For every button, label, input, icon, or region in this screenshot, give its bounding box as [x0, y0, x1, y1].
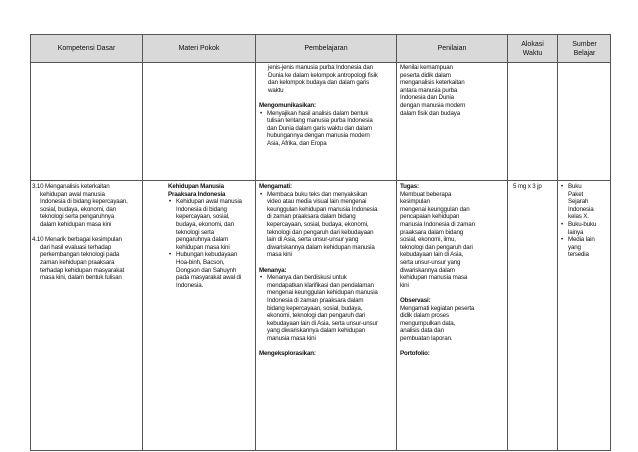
- text-line: Indonesia di bidang kepercayaan,: [40, 198, 128, 206]
- text-line: praaksara dalam bidang: [400, 228, 464, 236]
- list-item: [168, 198, 254, 251]
- row1-penilaian: [400, 64, 505, 117]
- text-line: mengumpulkan data,: [400, 319, 456, 327]
- text-line: tersedia: [568, 251, 589, 259]
- text-line: serta unsur-unsur yang: [400, 258, 461, 266]
- text-line: dalam fisik dan budaya: [400, 109, 460, 117]
- materi-list: [168, 198, 254, 289]
- text-line: lainya: [568, 228, 584, 236]
- text-line: kini: [400, 281, 409, 289]
- mengomunikasikan-list: [259, 110, 394, 148]
- header-pembelajaran: Pembelajaran: [304, 45, 348, 52]
- kd-3-10: 3.10 Menganalisis keterkaitan: [32, 183, 110, 190]
- text-line: Menilai kemampuan: [400, 64, 453, 71]
- text-line: dan kelompok budaya dan dalam garis: [268, 79, 370, 87]
- text-line: video atau media visual lain mengenai: [267, 198, 367, 206]
- text-line: kepercayaan, sosial,: [176, 213, 230, 221]
- list-item: [560, 221, 610, 236]
- row1-pembelajaran: [259, 64, 394, 148]
- text-line: pada masyarakat awal di: [176, 274, 241, 282]
- text-line: tulisan tentang manusia purba Indonesia: [267, 117, 373, 125]
- text-line: masa kini, dalam bentuk tulisan: [40, 274, 122, 282]
- row2-materi-pokok: [168, 183, 254, 289]
- mengamati-list: [259, 191, 394, 259]
- tugas-title: Tugas:: [400, 183, 419, 190]
- text-line: Paket: [568, 190, 584, 198]
- text-line: zaman kehidupan praaksara: [40, 258, 115, 266]
- text-line: • Buku-buku: [568, 220, 597, 228]
- sumber-list: [560, 183, 610, 259]
- text-line: teknologi serta pengaruhnya: [40, 213, 115, 221]
- text-line: analisis data dan: [400, 327, 444, 335]
- materi-title: Kehidupan Manusia: [168, 183, 224, 190]
- text-line: kepercayaan, sosial, budaya, ekonomi,: [267, 220, 369, 228]
- text-line: Membuat beberapa: [400, 190, 452, 198]
- text-line: hubungannya dengan manusia modern: [267, 132, 370, 140]
- text-line: Indonesia: [568, 205, 594, 213]
- text-line: • Media lain: [568, 236, 595, 244]
- row2-alokasi-waktu: [513, 183, 555, 191]
- mengomunikasikan-title: Mengomunikasikan:: [259, 101, 316, 109]
- list-item: [259, 191, 394, 259]
- mengeksplorasikan-title: Mengeksplorasikan:: [259, 350, 316, 358]
- text-line: keunggulan kehidupan manusia Indonesia: [267, 205, 378, 213]
- text-line: kehidupan awal manusia: [40, 190, 105, 198]
- text-line: kehidupan manusia masa: [400, 274, 468, 282]
- materi-title: Praaksara Indonesia: [168, 190, 226, 198]
- text-line: kehidupan masa kini: [176, 243, 230, 251]
- text-line: yang: [568, 243, 581, 251]
- text-line: masa kini: [267, 251, 292, 259]
- mengamati-title: Mengamati:: [259, 183, 292, 190]
- text-line: Indonesia.: [176, 281, 204, 289]
- header-materi-pokok: Materi Pokok: [178, 45, 220, 52]
- text-line: Hoa-binh, Bacson,: [176, 258, 225, 266]
- list-item: [560, 183, 610, 221]
- text-line: waktu: [268, 86, 284, 94]
- text-line: kelas X.: [568, 213, 589, 221]
- text-line: Indonesia di zaman praaksara dalam: [267, 296, 364, 304]
- text-line: teknologi serta: [176, 228, 214, 236]
- text-line: manusia masa kini: [267, 334, 316, 342]
- text-line: sosial, ekonomi, ilmu,: [400, 236, 456, 244]
- text-line: Asia, Afrika, dan Eropa: [267, 139, 327, 147]
- text-line: mendapatkan klarifikasi dan pendalaman: [267, 281, 374, 289]
- row2-kompetensi-dasar: [32, 183, 140, 282]
- text-line: • Hubungan kebudayaan: [176, 251, 238, 259]
- text-line: Mengamati kegiatan peserta: [400, 304, 475, 312]
- text-line: terhadap kehidupan masyarakat: [40, 266, 125, 274]
- text-line: teknologi dan pengaruh dari: [400, 243, 473, 251]
- text-line: dengan manusia modern: [400, 101, 466, 109]
- text-line: mengenai keunggulan kehidupan manusia: [267, 289, 378, 297]
- row2-pembelajaran: [259, 183, 394, 358]
- text-line: pengaruhnya dalam: [176, 236, 229, 244]
- text-line: pembuatan laporan.: [400, 334, 453, 342]
- header-alokasi-waktu: Alokasi Waktu: [521, 40, 544, 57]
- text-line: diwariskannya dalam kehidupan manusia: [267, 243, 375, 251]
- text-line: • Kehidupan awal manusia: [176, 198, 242, 206]
- text-line: Dongson dan Sahuynh: [176, 266, 237, 274]
- text-line: • Buku: [568, 183, 582, 190]
- text-line: pencapaian kehidupan: [400, 213, 460, 221]
- text-line: kesimpulan: [400, 198, 430, 206]
- col-divider: [507, 35, 508, 450]
- text-line: dalam kehidupan masa kini: [40, 220, 112, 228]
- text-line: Indonesia dan Dunia: [400, 94, 454, 102]
- text-line: didik dalam proses: [400, 312, 449, 320]
- row-divider: [31, 180, 610, 181]
- text-line: sosial, budaya, ekonomi, dan: [40, 205, 116, 213]
- text-line: diwariskannya dalam: [400, 266, 455, 274]
- text-line: bidang kepercayaan, sosial, budaya,: [267, 304, 363, 312]
- alokasi-value: 5 mg x 3 jp: [513, 183, 542, 190]
- text-line: • Membaca buku teks dan menyaksikan: [267, 190, 368, 198]
- text-line: perkembangan teknologi pada: [40, 251, 120, 259]
- row2-sumber-belajar: [560, 183, 610, 259]
- kd-4-10: 4.10 Menarik berbagai kesimpulan: [32, 236, 122, 244]
- text-line: budaya, ekonomi, dan: [176, 220, 234, 228]
- text-line: Indonesia di bidang: [176, 205, 227, 213]
- text-line: ekonomi, teknologi dan pengaruh dari: [267, 312, 366, 320]
- text-line: kebudayaan lain di Asia,: [400, 251, 464, 259]
- portofolio-title: Portofolio:: [400, 350, 430, 358]
- col-divider: [142, 35, 143, 450]
- text-line: dari hasil evaluasi terhadap: [40, 243, 112, 251]
- menanya-title: Menanya:: [259, 266, 287, 274]
- text-line: kebudayaan lain di Asia, serta unsur-unsur: [267, 319, 378, 327]
- text-line: antara manusia purba: [400, 86, 458, 94]
- list-item: [259, 274, 394, 342]
- text-line: • Menanya dan berdiskusi untuk: [267, 274, 347, 282]
- text-line: di zaman praaksara dalam bidang: [267, 213, 356, 221]
- text-line: dan Dunia dalam garis waktu dan dalam: [267, 124, 372, 132]
- header-penilaian: Penilaian: [437, 45, 467, 52]
- col-divider: [396, 35, 397, 450]
- col-divider: [557, 35, 558, 450]
- header-kompetensi-dasar: Kompetensi Dasar: [57, 45, 116, 52]
- header-sumber-belajar: Sumber Belajar: [572, 40, 597, 57]
- list-item: [168, 251, 254, 289]
- text-line: mengenai keunggulan dan: [400, 205, 470, 213]
- text-line: peserta didik dalam: [400, 71, 451, 79]
- text-line: lain di Asia, serta unsur-unsur yang: [267, 236, 359, 244]
- text-line: menganalisis keterkaitan: [400, 79, 465, 87]
- list-item: [259, 110, 394, 148]
- text-line: • Menyajikan hasil analisis dalam bentuk: [267, 109, 369, 117]
- col-divider: [255, 35, 256, 450]
- menanya-list: [259, 274, 394, 342]
- text-line: Sejarah: [568, 198, 589, 206]
- text-line: manusia Indonesia di zaman: [400, 220, 475, 228]
- list-item: [560, 236, 610, 259]
- text-line: jenis-jenis manusia purba Indonesia dan: [268, 64, 373, 71]
- observasi-title: Observasi:: [400, 296, 431, 304]
- row2-penilaian: [400, 183, 505, 358]
- text-line: teknologi dan pengaruh dari kebudayaan: [267, 228, 374, 236]
- syllabus-table: [30, 34, 611, 451]
- text-line: Dunia ke dalam kelompok antropologi fisik: [268, 71, 378, 79]
- text-line: yang diwariskannya dalam kehidupan: [267, 327, 366, 335]
